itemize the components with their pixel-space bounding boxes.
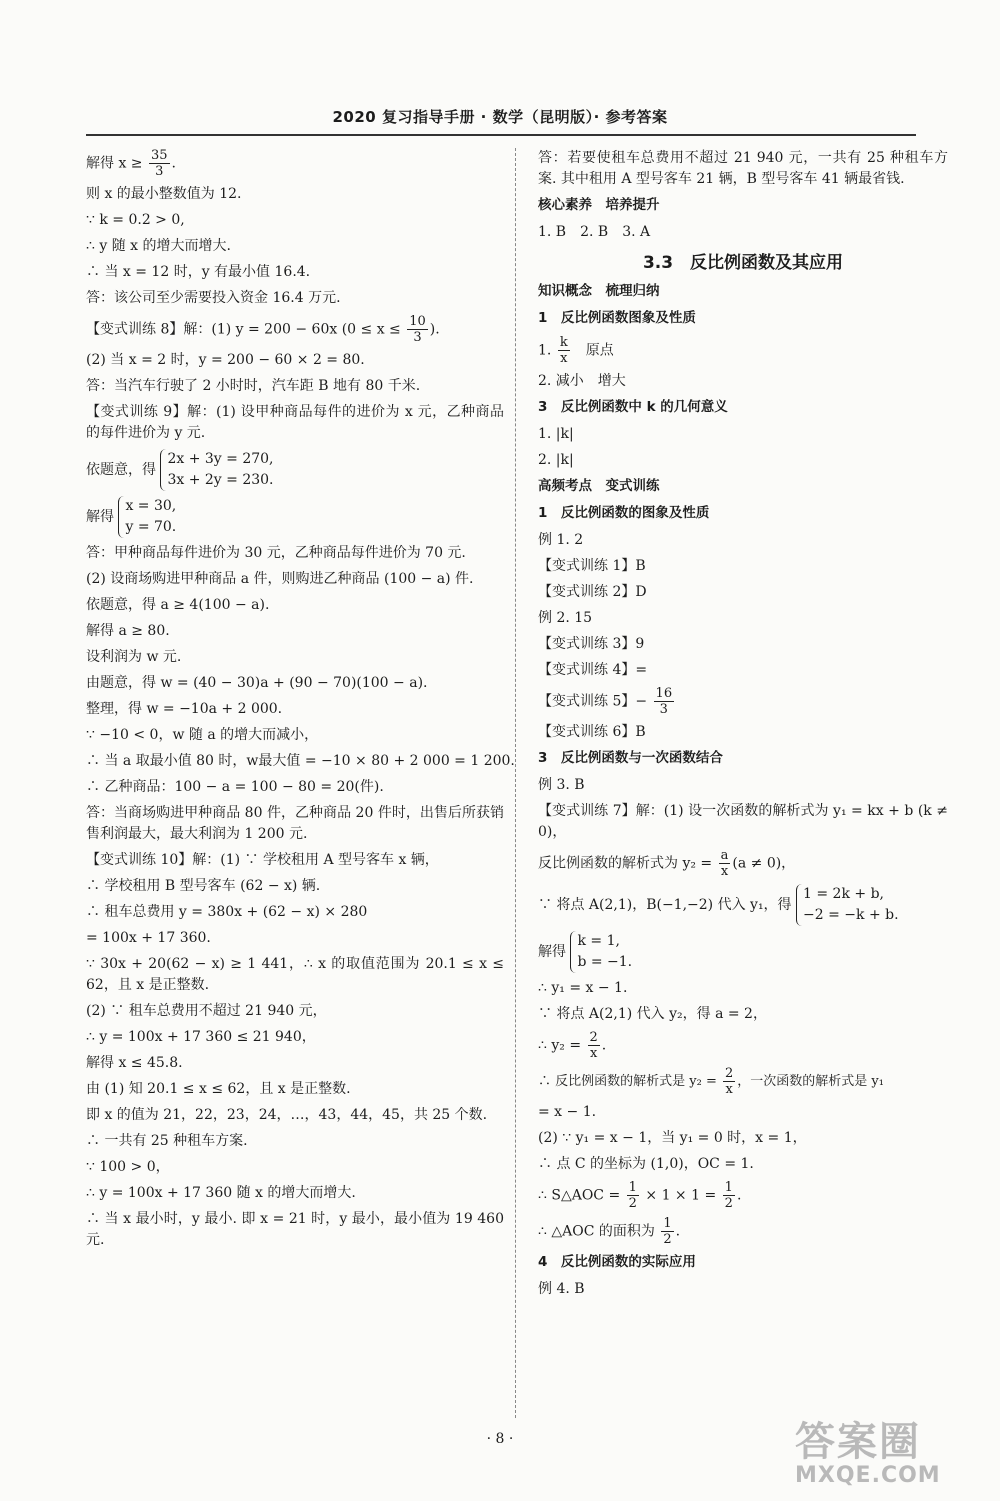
answer-line: 反比例函数的解析式为 y₂ = $\frac{a}{x}$ (a ≠ 0)， [538,848,796,879]
answer-line: ∴ 当 x = 12 时，y 有最小值 16.4. [86,264,311,280]
answer-line: ∴ 乙种商品：100 − a = 100 − 80 = 20(件). [86,779,384,795]
answer-line: ∴ 当 a 取最小值 80 时，w最大值 = −10 × 80 + 2 000 = 1 200. [86,753,515,769]
answer-line: 设利润为 w 元. [86,649,182,665]
answer-line: 例 2. 15 [538,610,593,626]
answer-line: 整理，得 w = −10a + 2 000. [86,701,283,717]
answer-line: 解得 x ≥ $\frac{35}{3}$ . [86,148,176,179]
fraction: $\frac{16}{3}$ [655,686,673,717]
answer-line: ∴ y 随 x 的增大而增大. [86,238,231,254]
answer-line: 【变式训练 7】解：(1) 设一次函数的解析式为 y₁ = kx + b (k ≠ 0)， [538,803,948,840]
answer-line: 解得 a ≥ 80. [86,623,170,639]
subsection-heading: 1 反比例函数图象及性质 [538,310,696,326]
right-column [538,148,948,1305]
answer-line: 【变式训练 5】− $\frac{16}{3}$ [538,686,673,717]
answer-line: ∵ −10 < 0，w 随 a 的增大而减小， [86,727,319,743]
answer-line: 【变式训练 9】解：(1) 设甲种商品每件的进价为 x 元，乙种商品的每件进价为 y 元. [86,404,504,441]
answer-line: ∴ 学校租用 B 型号客车 (62 − x) 辆. [86,878,321,894]
answer-line: 【变式训练 6】B [538,724,646,740]
answer-line: 1. |k| [538,426,574,442]
subsection-heading: 3 反比例函数中 k 的几何意义 [538,399,728,415]
answer-line: ∴ y = 100x + 17 360 ≤ 21 940， [86,1029,316,1045]
subsection-heading: 3 反比例函数与一次函数结合 [538,750,723,766]
section-heading: 核心素养 培养提升 [538,197,660,213]
answer-line: ∴ 一共有 25 种租车方案. [86,1133,248,1149]
watermark-text: 答案圈 [795,1419,921,1465]
fraction: $\frac{1}{2}$ [663,1216,672,1247]
subsection-heading: 4 反比例函数的实际应用 [538,1254,696,1270]
answer-line: (2) ∵ y₁ = x − 1，当 y₁ = 0 时，x = 1， [538,1130,807,1146]
fraction: $\frac{1}{2}$ [628,1180,637,1211]
header-rule [86,134,916,136]
section-heading: 知识概念 梳理归纳 [538,283,660,299]
equation-system: 解得 x = 30, y = 70. [86,496,504,538]
answer-line: ∵ 将点 A(2,1) 代入 y₂，得 a = 2， [538,1006,767,1022]
answer-line: 【变式训练 1】B [538,558,646,574]
answer-line: 则 x 的最小整数值为 12. [86,186,242,202]
answer-line: ∵ 30x + 20(62 − x) ≥ 1 441，∴ x 的取值范围为 20.1 ≤ x ≤ 62，且 x 是正整数. [86,956,504,993]
fraction: $\frac{2}{x}$ [589,1030,598,1061]
answer-line: ∴ △AOC 的面积为 $\frac{1}{2}$ . [538,1216,681,1247]
answer-line: ∵ 100 > 0， [86,1159,170,1175]
answer-line: (2) 当 x = 2 时，y = 200 − 60 × 2 = 80. [86,352,365,368]
answer-line: 由题意，得 w = (40 − 30)a + (90 − 70)(100 − a). [86,675,428,691]
page-header: 2020 复习指导手册 · 数学（昆明版）· 参考答案 [332,108,668,126]
page-number: · 8 · [486,1431,514,1447]
subsection-heading: 1 反比例函数的图象及性质 [538,505,710,521]
equation-system: 依题意，得 2x + 3y = 270, 3x + 2y = 230. [86,449,504,491]
section-heading: 高频考点 变式训练 [538,478,660,494]
answer-line: ∴ 租车总费用 y = 380x + (62 − x) × 280 [86,904,368,920]
answer-line: (2) 设商场购进甲种商品 a 件，则购进乙种商品 (100 − a) 件. [86,571,474,587]
fraction: $\frac{k}{x}$ [559,335,568,366]
answer-line: 答：若要使租车总费用不超过 21 940 元，一共有 25 种租车方案. 其中租用 A 型号客车 21 辆，B 型号客车 41 辆最省钱. [538,150,948,187]
answer-line: 由 (1) 知 20.1 ≤ x ≤ 62，且 x 是正整数. [86,1081,351,1097]
left-column [86,148,515,1256]
watermark-logo [795,1410,995,1498]
watermark-url: MXQE.COM [795,1463,941,1488]
answer-line: 【变式训练 10】解：(1) ∵ 学校租用 A 型号客车 x 辆， [86,852,439,868]
answer-line: (2) ∵ 租车总费用不超过 21 940 元， [86,1003,327,1019]
fraction: $\frac{10}{3}$ [409,314,426,345]
equation-system: 解得 k = 1, b = −1. [538,931,948,973]
answer-line: 依题意，得 a ≥ 4(100 − a). [86,597,270,613]
answer-line: 1. B 2. B 3. A [538,224,651,240]
answer-line: ∴ 点 C 的坐标为 (1,0)，OC = 1. [538,1156,754,1172]
fraction: $\frac{35}{3}$ [150,148,168,179]
answer-line: 即 x 的值为 21，22，23，24，…，43，44，45，共 25 个数. [86,1107,488,1123]
answer-line: 答：当汽车行驶了 2 小时时，汽车距 B 地有 80 千米. [86,378,421,394]
fraction: $\frac{2}{x}$ [725,1066,734,1097]
answer-line: 【变式训练 2】D [538,584,647,600]
section-title: 3.3 反比例函数及其应用 [642,253,844,273]
answer-line: ∴ 当 x 最小时，y 最小. 即 x = 21 时，y 最小，最小值为 19 460 元. [86,1211,504,1248]
answer-line: 答：甲种商品每件进价为 30 元，乙种商品每件进价为 70 元. [86,545,466,561]
fraction: $\frac{1}{2}$ [724,1180,733,1211]
answer-line: ∴ S△AOC = $\frac{1}{2}$ × 1 × 1 = $\frac{1}{2}$ . [538,1180,742,1211]
answer-line: 【变式训练 4】= [538,662,648,678]
fraction: $\frac{a}{x}$ [720,848,729,879]
equation-system: ∵ 将点 A(2,1)，B(−1,−2) 代入 y₁，得 1 = 2k + b, −2 = −k + b. [538,884,948,926]
answer-line: 2. |k| [538,452,574,468]
answer-line: 【变式训练 8】解：(1) y = 200 − 60x (0 ≤ x ≤ $\frac{10}{3}$ ). [86,314,440,345]
answer-line: ∴ y₁ = x − 1. [538,980,628,996]
answer-line: 答：该公司至少需要投入资金 16.4 万元. [86,290,341,306]
answer-line: 答：当商场购进甲种商品 80 件，乙种商品 20 件时，出售后所获销售利润最大，最大利润为 1 200 元. [86,805,504,842]
answer-line: 例 1. 2 [538,532,584,548]
answer-line: = 100x + 17 360. [86,930,211,946]
answer-line: ∴ y = 100x + 17 360 随 x 的增大而增大. [86,1185,356,1201]
answer-line: 1. $\frac{k}{x}$ 原点 [538,335,614,366]
answer-line: 【变式训练 3】9 [538,636,645,652]
answer-line: ∴ 反比例函数的解析式是 y₂ = $\frac{2}{x}$ ，一次函数的解析式是 y₁ [538,1066,884,1097]
answer-line: 解得 x ≤ 45.8. [86,1055,183,1071]
answer-line: ∵ k = 0.2 > 0, [86,212,185,228]
answer-line: 例 3. B [538,777,585,793]
column-divider [515,148,516,1418]
answer-line: ∴ y₂ = $\frac{2}{x}$ . [538,1030,607,1061]
answer-line: = x − 1. [538,1104,597,1120]
answer-line: 2. 减小 增大 [538,373,626,389]
answer-line: 例 4. B [538,1281,585,1297]
